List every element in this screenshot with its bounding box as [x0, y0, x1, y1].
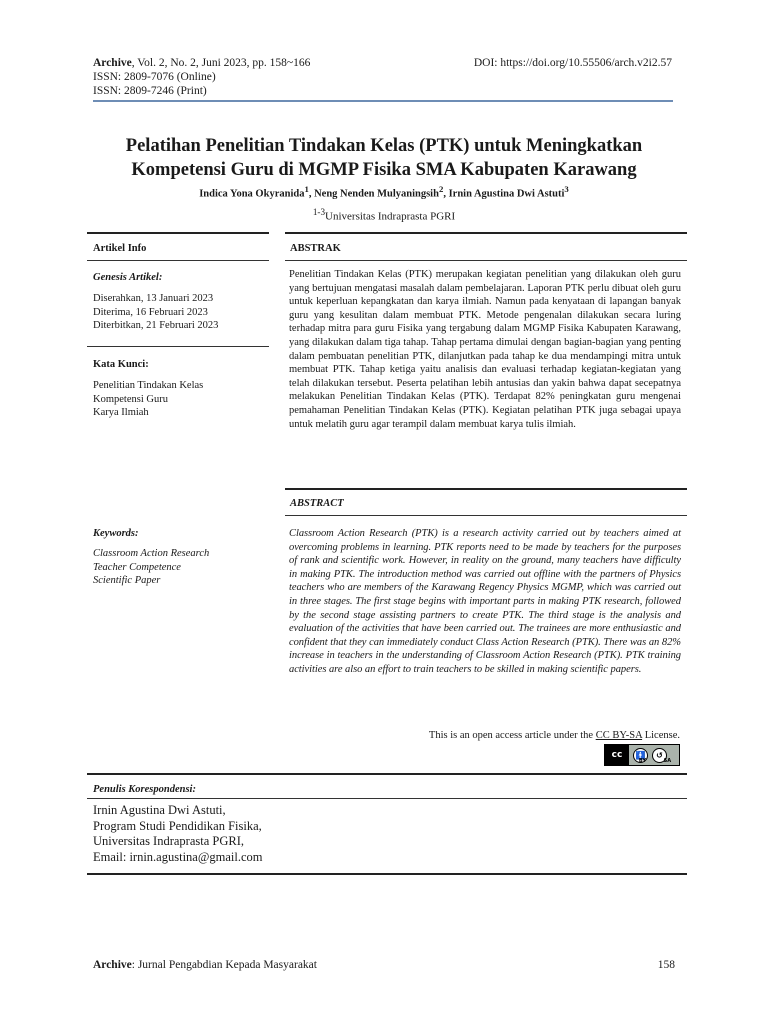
cc-icon: cc — [605, 745, 629, 765]
kata-kunci-item: Karya Ilmiah — [93, 407, 149, 418]
issn-print: ISSN: 2809-7246 (Print) — [93, 85, 207, 97]
keyword-item: Teacher Competence — [93, 561, 181, 573]
abstract-text: Classroom Action Research (PTK) is a research activity carried out by teachers aimed at overcoming problems in learning. PTK reports need to be made by teachers for the purposes of rank and scientific work. However, in reality on the ground, many teachers have difficulty in making PTK. The introduction method was carried out offline with the partners of Physics teachers who are members of the Karawang Regency Physics MGMP, which was carried out in three stages. The first stage begins with important parts in making PTK research, followed by the second stage assisting partners to create PTK. The third stage is the analysis and evaluation of the activities that have been carried out. The trainees are more enthusiastic and confident that they can immediately conduct Class Action Research (PTK). There was an 82% increase in teachers in the understanding of Classroom Action Research (PTK). PTK training activities are also an effort to train teachers to be skilled in making scientific papers. — [289, 528, 681, 675]
cc-by-sa-badge[interactable] — [604, 744, 680, 766]
header-rule — [93, 100, 673, 102]
abstrak-top-rule — [285, 232, 687, 234]
abstrak-rule — [285, 260, 687, 261]
license-text: This is an open access article under the — [428, 730, 596, 741]
abstrak-heading: ABSTRAK — [290, 243, 341, 254]
journal-citation — [93, 56, 310, 70]
keywords-heading: Keywords: — [93, 528, 139, 539]
date-item: Diterima, 16 Februari 2023 — [93, 306, 208, 318]
corresponding-line: Universitas Indraprasta PGRI, — [93, 834, 245, 848]
kata-kunci-list — [93, 379, 203, 420]
kata-kunci-item: Kompetensi Guru — [93, 393, 168, 405]
author-sup: 3 — [564, 184, 569, 194]
doi-link[interactable]: DOI: https://doi.org/10.55506/arch.v2i2.57 — [473, 57, 672, 69]
corresponding-heading: Penulis Korespondensi: — [93, 784, 196, 795]
keyword-item: Classroom Action Research — [93, 548, 210, 559]
sa-icon: ↺ — [652, 748, 667, 763]
author-separator: , — [443, 188, 449, 200]
abstrak-text: Penelitian Tindakan Kelas (PTK) merupakan kegiatan penelitian yang dilakukan oleh guru yang bertujuan mengatasi masalah dalam pembelajaran. Laporan PTK perlu dibuat oleh guru untuk keperluan kepangkatan dan karya ilmiah. Namun pada kenyataan di lapangan banyak guru yang kesulitan dalam membuat PTK. Metode pengenalan dilakukan secara luring terhadap mitra para guru Fisika yang tergabung dalam MGMP Fisika Kabupaten Karawang, yang dilakukan dalam tiga tahap. Tahap pertama dimulai dengan bagian-bagian yang penting dalam pembuatan penelitian PTK, dilanjutkan pada tahap ke dua mendampingi mitra untuk membuat PTK. Tahap ketiga yaitu analisis dan evaluasi terhadap kegiatan-kegiatan yang telah dilakukan tersebut. Peserta pelatihan lebih antusias dan yakin bahwa dapat secepatnya melakukan Penelitian Tindakan Kelas (PTK). Terdapat 82% peningkatan guru mengenai pemahaman Penelitian Tindakan Kelas (PTK). Kegiatan pelatihan PTK juga sebagai upaya untuk melatih guru agar terampil dalam membuat karya tulis ilmiah. — [289, 269, 681, 430]
affiliation — [60, 205, 708, 224]
journal-name: Archive — [93, 57, 132, 69]
citation-detail: , Vol. 2, No. 2, Juni 2023, pp. 158~166 — [131, 57, 311, 69]
author-separator: , — [308, 188, 315, 200]
badge-by-label: BY — [638, 758, 646, 764]
artikel-info-heading: Artikel Info — [93, 243, 147, 254]
keywords-list — [93, 547, 209, 588]
author-list — [60, 182, 708, 202]
badge-labels — [630, 758, 680, 764]
author-sup: 1 — [304, 184, 309, 194]
info-rule — [87, 260, 269, 261]
keyword-item: Scientific Paper — [93, 575, 161, 586]
badge-sa-label: SA — [663, 758, 672, 764]
info-rule — [87, 346, 269, 347]
genesis-heading: Genesis Artikel: — [93, 272, 163, 283]
license-link[interactable]: CC BY-SA — [595, 730, 643, 741]
license-text-end: License. — [642, 730, 680, 741]
footer-journal-name: Archive — [93, 959, 132, 971]
affiliation-text: Universitas Indraprasta PGRI — [325, 210, 456, 223]
date-item: Diterbitkan, 21 Februari 2023 — [93, 320, 219, 331]
page-number: 158 — [657, 959, 675, 971]
footer-journal-desc: : Jurnal Pengabdian Kepada Masyarakat — [131, 959, 317, 971]
date-list — [93, 292, 218, 333]
paper-title — [60, 134, 708, 182]
affiliation-sup: 1-3 — [312, 207, 326, 217]
info-top-rule — [87, 232, 269, 234]
license-statement — [429, 729, 680, 743]
corresponding-address — [93, 803, 262, 865]
author-name: Indica Yona Okyranida — [199, 188, 305, 200]
kata-kunci-item: Penelitian Tindakan Kelas — [93, 380, 204, 391]
footer-journal — [93, 958, 317, 972]
author-sup: 2 — [438, 184, 444, 194]
abstract-rule — [285, 515, 687, 516]
abstract-heading: ABSTRACT — [290, 498, 344, 509]
title-line-1: Pelatihan Penelitian Tindakan Kelas (PTK) untuk Meningkatkan — [125, 136, 643, 156]
by-icon: 🚹 — [633, 748, 648, 763]
issn-online: ISSN: 2809-7076 (Online) — [93, 71, 216, 83]
author-name: Neng Nenden Mulyaningsih — [314, 188, 439, 200]
date-item: Diserahkan, 13 Januari 2023 — [93, 293, 214, 304]
abstract-top-rule — [285, 488, 687, 490]
kata-kunci-heading: Kata Kunci: — [93, 359, 149, 370]
corresponding-bottom-rule — [87, 873, 687, 875]
corresponding-line: Program Studi Pendidikan Fisika, — [93, 818, 262, 833]
corresponding-email[interactable]: Email: irnin.agustina@gmail.com — [93, 849, 263, 864]
author-name: Irnin Agustina Dwi Astuti — [448, 188, 565, 200]
corresponding-top-rule — [87, 773, 687, 775]
corresponding-line: Irnin Agustina Dwi Astuti, — [93, 803, 226, 817]
corresponding-rule — [87, 798, 687, 799]
title-line-2: Kompetensi Guru di MGMP Fisika SMA Kabupaten Karawang — [131, 160, 637, 180]
